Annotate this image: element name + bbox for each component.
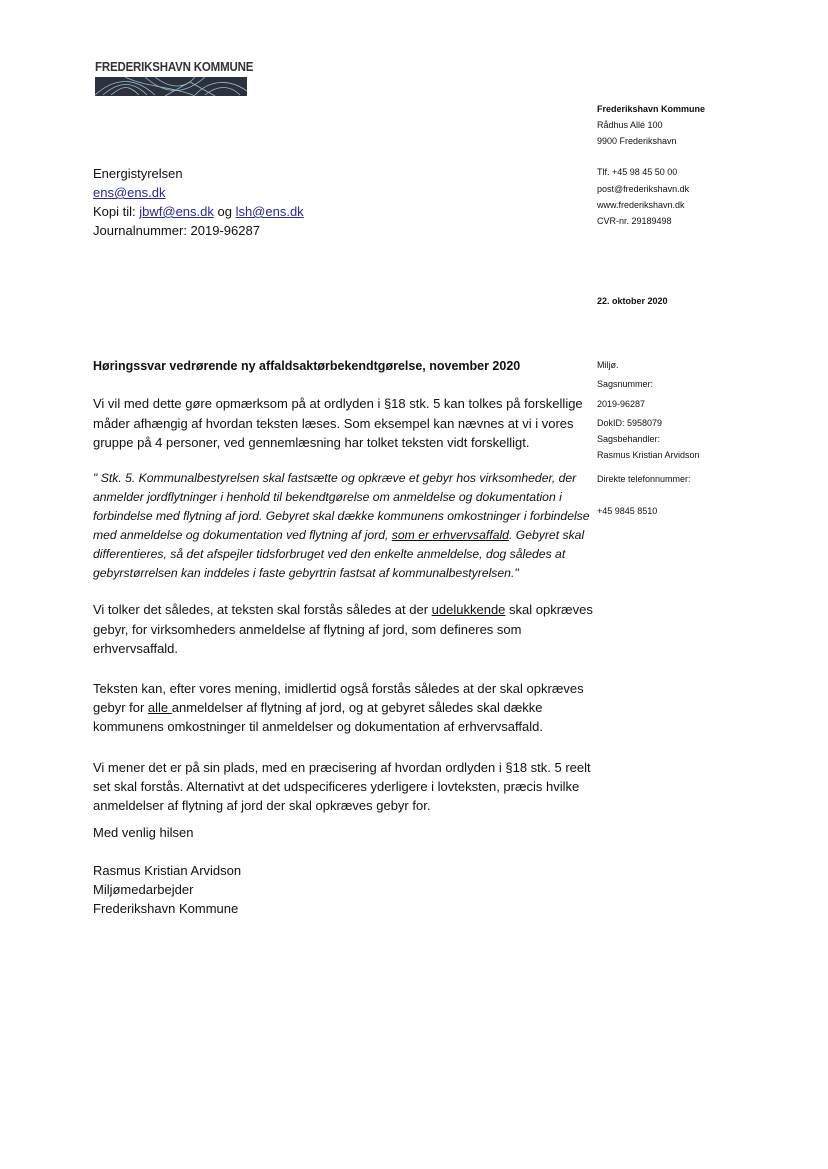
quote-underlined: som er erhvervsaffald [391,528,509,542]
sender-name: Frederikshavn Kommune [597,104,706,114]
quote-line: forbindelse med flytning af jord. Gebyret skal dække kommunens omkostninger i forbindelse [93,509,590,523]
signature-title: Miljømedarbejder [93,882,194,897]
copy-email-link-2[interactable]: lsh@ens.dk [235,204,304,219]
copy-email-link-1[interactable]: jbwf@ens.dk [139,204,214,219]
p2-line: gebyr, for virksomheders anmeldelse af flytning af jord, som defineres som [93,622,522,637]
case-number: 2019-96287 [597,399,646,409]
p3-line [93,700,542,715]
signature-org: Frederikshavn Kommune [93,901,239,916]
copy-prefix: Kopi til: [93,204,140,219]
p1-line: gruppe på 4 personer, ved gennemlæsning har tolket teksten vidt forskelligt. [93,435,530,450]
sender-cvr: CVR-nr. 29189498 [597,216,672,226]
letter-heading: Høringssvar vedrørende ny affaldsaktørbekendtgørelse, november 2020 [93,359,521,373]
logo-pattern-image [95,77,247,96]
p2-text: Vi tolker det således, at teksten skal forstås således at der [93,602,432,617]
p2-underlined: udelukkende [431,602,506,617]
p4-line: set skal forstås. Alternativt at det udspecificeres yderligere i lovteksten, præcis hvilke [93,779,580,794]
direct-phone-label: Direkte telefonnummer: [597,474,691,484]
handler-label: Sagsbehandler: [597,434,661,444]
quote-line: differentieres, så det afspejler tidsforbruget ved den enkelte anmeldelse, dog således at [93,547,566,561]
p4-line: Vi mener det er på sin plads, med en præcisering af hvordan ordlyden i §18 stk. 5 reelt [93,760,591,775]
direct-phone: +45 9845 8510 [597,506,658,516]
copy-og: og [213,204,236,219]
doc-id: DokID: 5958079 [597,418,663,428]
p2-line: erhvervsaffald. [93,641,179,656]
sender-email: post@frederikshavn.dk [597,184,690,194]
quote-line [93,528,584,542]
quote-text: . Gebyret skal [508,528,585,542]
case-dept: Miljø. [597,360,619,370]
p3-line: Teksten kan, efter vores mening, imidlertid også forstås således at der skal opkræves [93,681,584,696]
signature-name: Rasmus Kristian Arvidson [93,863,242,878]
p3-line: kommunens omkostninger til anmeldelser og dokumentation af erhvervsaffald. [93,719,543,734]
p3-underlined: alle [147,700,172,715]
copy-line [93,204,304,219]
case-number-label: Sagsnummer: [597,379,654,389]
quote-line: anmelder jordflytninger i henhold til bekendtgørelse om anmeldelse og dokumentation i [93,490,562,504]
journal-number: Journalnummer: 2019-96287 [93,223,260,238]
closing: Med venlig hilsen [93,825,194,840]
p2-text: skal opkræves [505,602,593,617]
p1-line: Vi vil med dette gøre opmærksom på at ordlyden i §18 stk. 5 kan tolkes på forskellige [93,396,583,411]
sender-web: www.frederikshavn.dk [597,200,685,210]
sender-city: 9900 Frederikshavn [597,136,677,146]
p4-line: anmeldelser af flytning af jord der skal opkræves gebyr for. [93,798,431,813]
sender-street: Rådhus Allé 100 [597,120,663,130]
quote-line: gebyrstørrelsen kan inddeles i faste gebyrtrin fastsat af kommunalbestyrelsen." [93,566,519,580]
recipient-name: Energistyrelsen [93,166,183,181]
sender-phone: Tlf. +45 98 45 50 00 [597,167,678,177]
p3-text: anmeldelser af flytning af jord, og at gebyret således skal dække [171,700,543,715]
p2-line [93,602,593,617]
p3-text: gebyr for [93,700,148,715]
handler-name: Rasmus Kristian Arvidson [597,450,700,460]
letter-date: 22. oktober 2020 [597,296,668,306]
p1-line: måder afhængig af hvordan teksten læses. Som eksempel kan nævnes at vi i vores [93,416,574,431]
quote-line: " Stk. 5. Kommunalbestyrelsen skal fastsætte og opkræve et gebyr hos virksomheder, der [93,471,577,485]
recipient-email-link[interactable]: ens@ens.dk [93,185,166,200]
logo: FREDERIKSHAVN KOMMUNE [95,60,254,74]
quote-text: med anmeldelse og dokumentation ved flytning af jord, [93,528,392,542]
